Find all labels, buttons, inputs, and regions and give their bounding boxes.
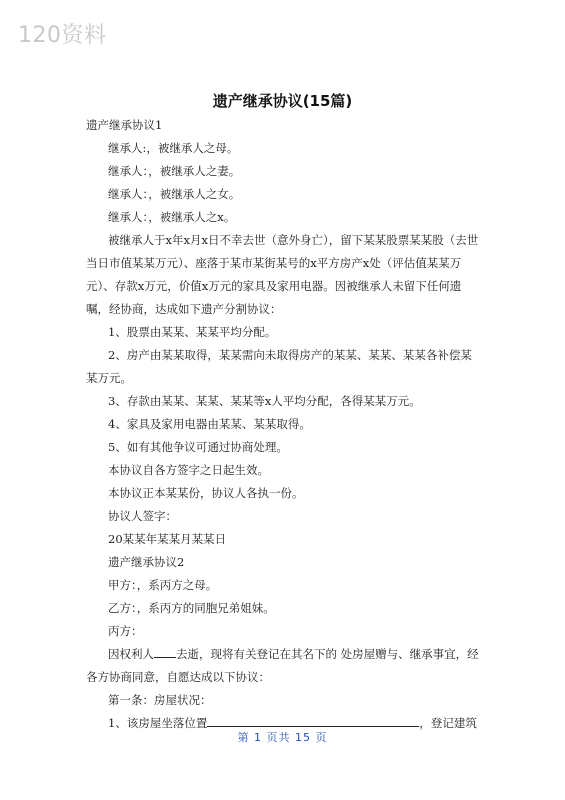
section-heading: 遗产继承协议2: [108, 555, 185, 569]
page-footer: 第 1 页共 15 页: [237, 731, 328, 744]
agreement-item: 5、如有其他争议可通过协商处理。: [108, 440, 288, 454]
copies-clause: 本协议正本某某份，协议人各执一份。: [108, 486, 304, 500]
transfer-paragraph: [86, 643, 482, 689]
party-b-line: 乙方：，系丙方的同胞兄弟姐妹。: [108, 601, 275, 615]
agreement-item: 4、家具及家用电器由某某、某某取得。: [108, 417, 311, 431]
intro-paragraph: 被继承人于x年x月x日不幸去世（意外身亡），留下某某股票某某股（去世当日市值某某万元）、座落于某市某街某号的x平方房产x处（评估值某某万元）、存款x万元，价值x万元的家具及家用电器。因被继承人未留下任何遗嘱，经协商，达成如下遗产分割协议：: [86, 233, 479, 316]
agreement-item: 1、股票由某某、某某平均分配。: [108, 325, 277, 339]
heir-line: 继承人：，被继承人之x。: [108, 210, 236, 224]
location-blank: [207, 712, 419, 727]
watermark-logo: 120资料: [18, 23, 107, 48]
signature-line: 协议人签字：: [108, 509, 177, 523]
article-heading: 第一条：房屋状况：: [108, 693, 212, 707]
party-c-line: 丙方：: [108, 624, 143, 638]
agreement-item: 2、房产由某某取得，某某需向未取得房产的某某、某某、某某各补偿某某万元。: [86, 348, 472, 385]
document-body: [86, 114, 482, 735]
party-a-line: 甲方：，系丙方之母。: [108, 578, 218, 592]
transfer-paragraph-start: 因权利人: [108, 647, 154, 661]
date-line: 20某某年某某月某某日: [108, 532, 227, 546]
agreement-item: 3、存款由某某、某某、某某等x人平均分配，各得某某万元。: [108, 394, 421, 408]
effective-clause: 本协议自各方签字之日起生效。: [108, 463, 269, 477]
clause-line-end: ，登记建筑: [419, 716, 477, 730]
heir-line: 继承人：，被继承人之女。: [108, 187, 241, 201]
document-title: 遗产继承协议(15篇): [212, 92, 353, 110]
heir-line: 继承人：，被继承人之妻。: [108, 164, 241, 178]
transfer-paragraph-end: 去逝，现将有关登记在其名下的 处房屋赠与、继承事宜，经各方协商同意，自愿达成以下协议：: [86, 647, 479, 684]
section-heading: 遗产继承协议1: [86, 118, 163, 132]
name-blank: [154, 643, 176, 658]
clause-line-start: 1、该房屋坐落位置: [108, 716, 208, 730]
heir-line: 继承人:，被继承人之母。: [108, 141, 239, 155]
